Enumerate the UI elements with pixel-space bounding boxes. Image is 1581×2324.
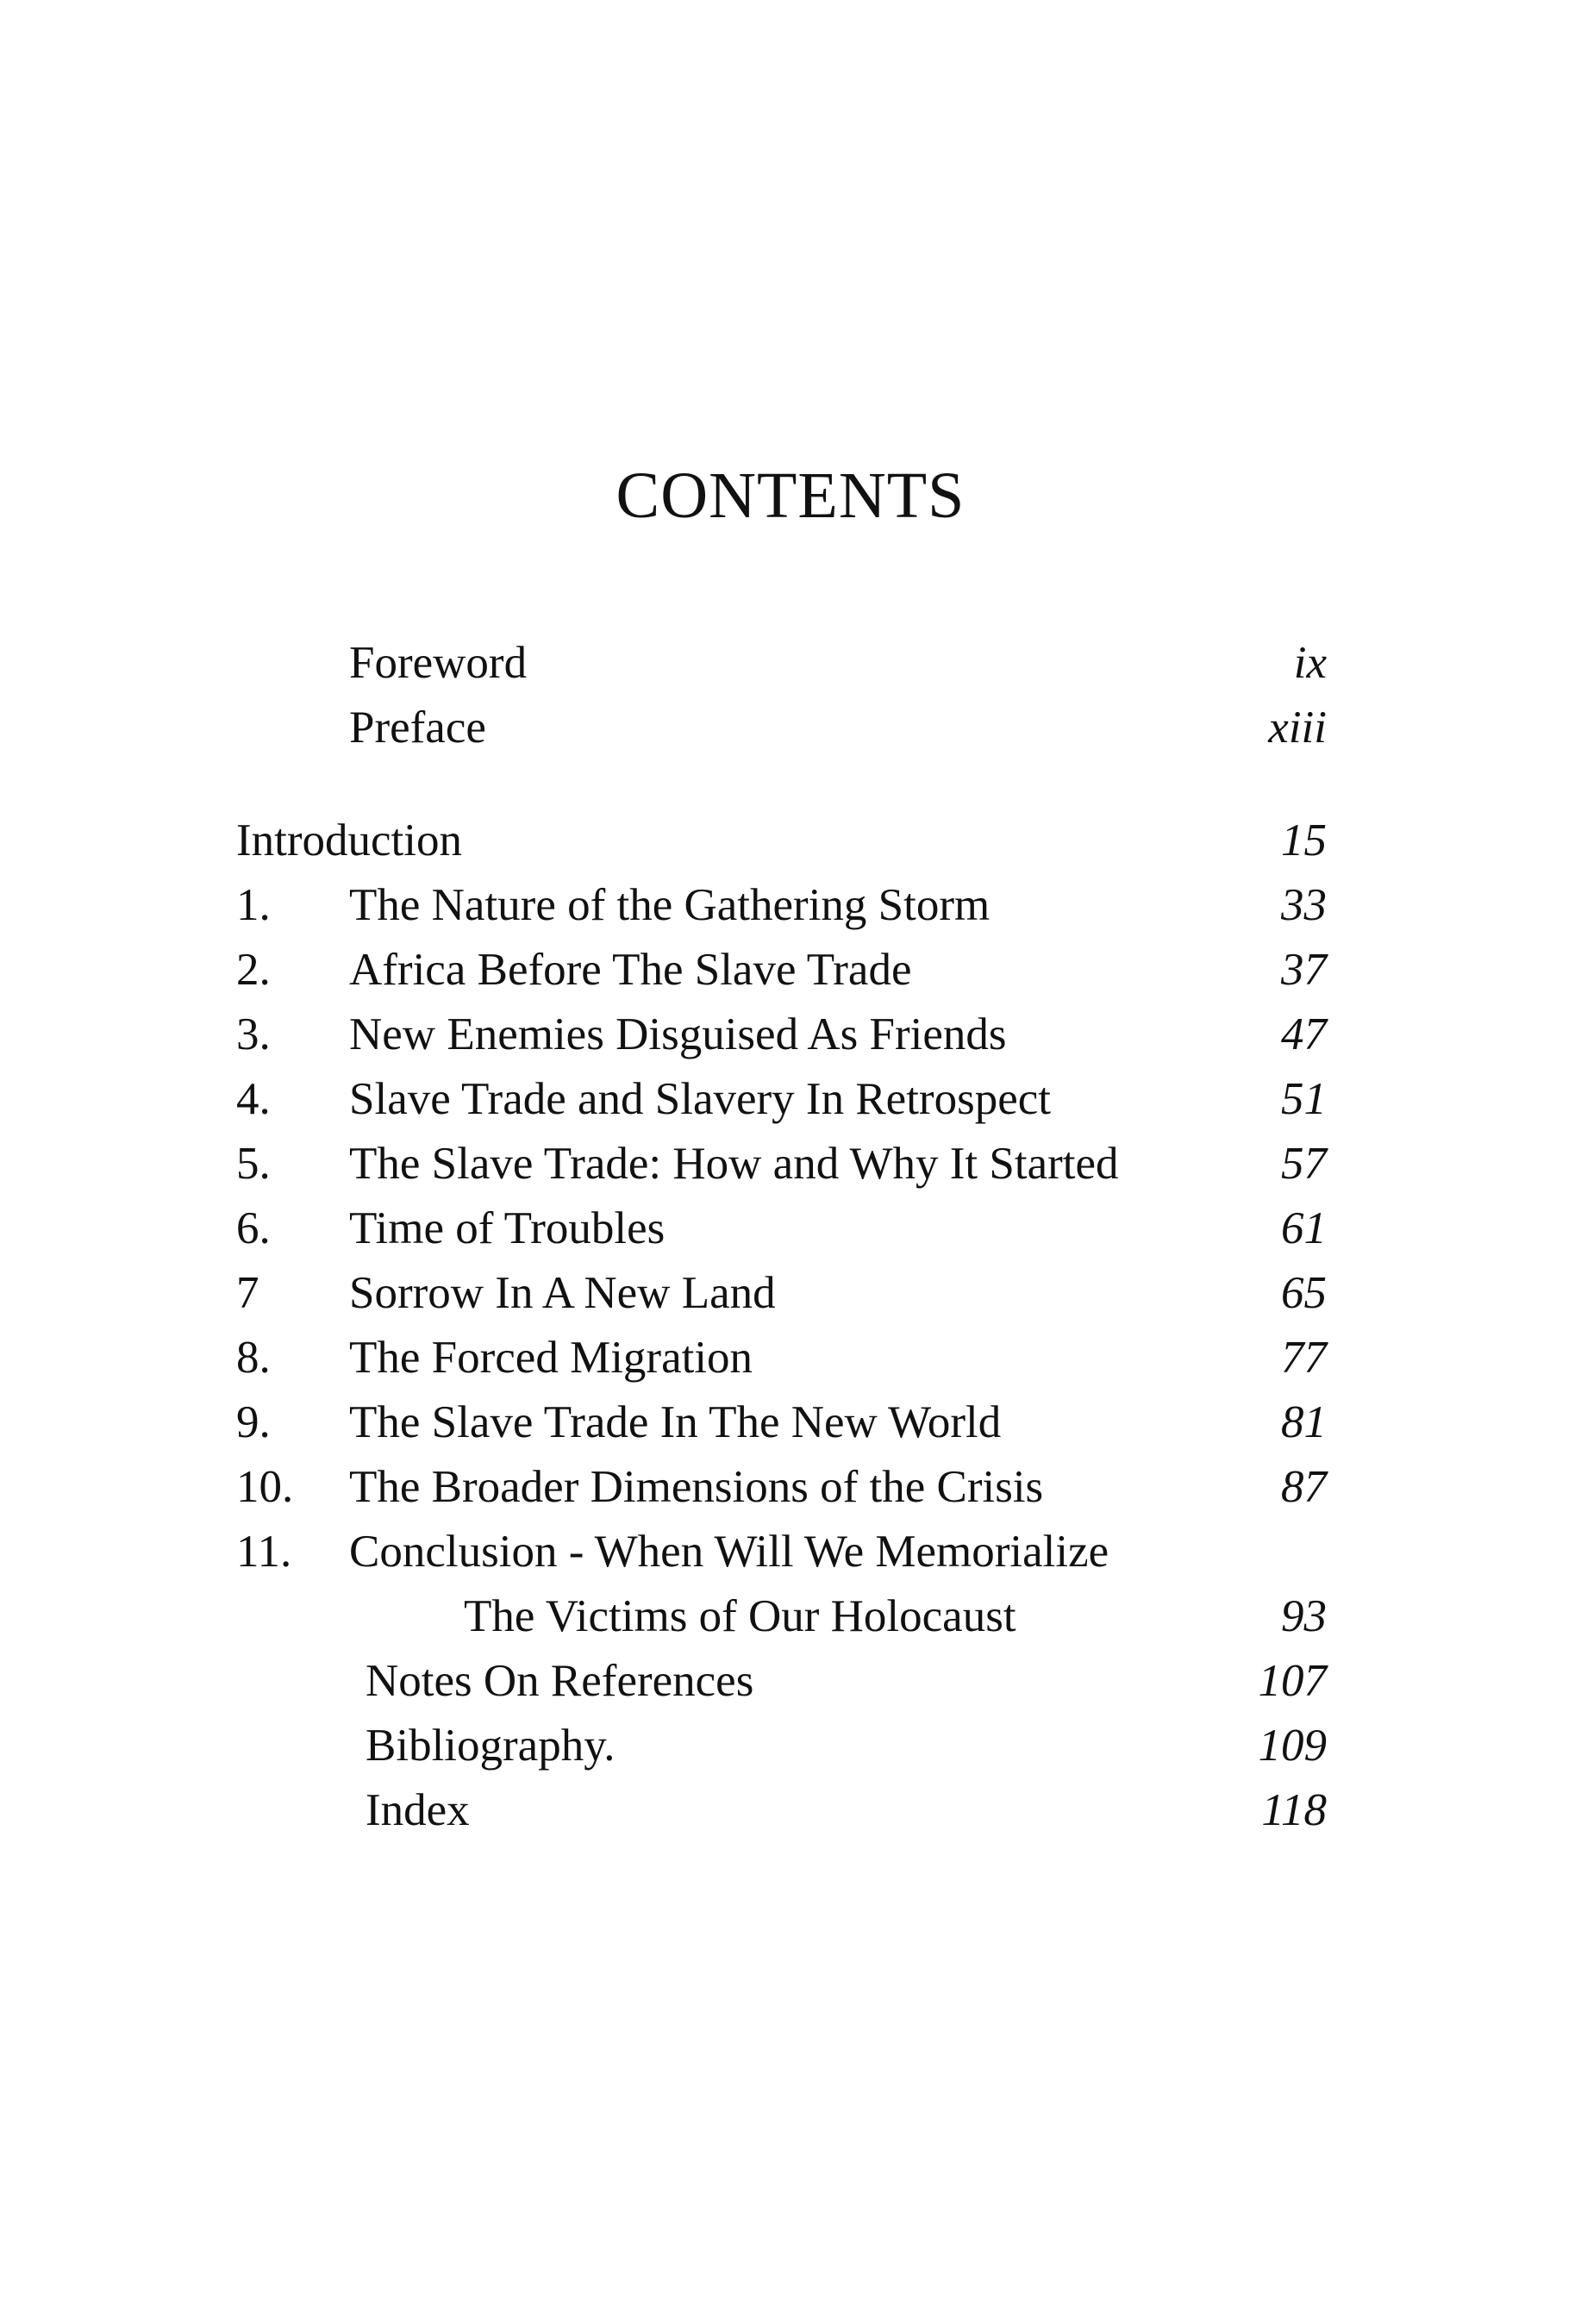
toc-entry-index	[0, 1777, 1581, 1843]
toc-chapter-11	[0, 1519, 1581, 1584]
chapter-number: 9.	[236, 1397, 271, 1447]
chapter-title: New Enemies Disguised As Friends	[349, 1009, 1007, 1059]
toc-entry-page: ix	[1293, 638, 1327, 688]
toc-entry-page: xiii	[1268, 703, 1327, 753]
chapter-page: 87	[1281, 1462, 1327, 1512]
chapter-number: 8.	[236, 1333, 271, 1383]
page-title: CONTENTS	[616, 459, 965, 532]
chapter-number: 5.	[236, 1139, 271, 1189]
chapter-title: The Broader Dimensions of the Crisis	[349, 1462, 1044, 1512]
toc-chapter-5	[0, 1131, 1581, 1196]
toc-entry-notes	[0, 1648, 1581, 1714]
chapter-number: 1.	[236, 880, 271, 930]
chapter-title: The Nature of the Gathering Storm	[349, 880, 990, 930]
toc-chapter-7	[0, 1260, 1581, 1326]
toc-entry-preface	[0, 695, 1581, 760]
chapter-page: 57	[1281, 1139, 1327, 1189]
toc-entry-label: Index	[366, 1785, 470, 1835]
chapter-title: The Slave Trade In The New World	[349, 1397, 1002, 1447]
toc-chapter-8	[0, 1325, 1581, 1390]
chapter-page: 51	[1281, 1074, 1327, 1124]
chapter-number: 10.	[236, 1462, 294, 1512]
toc-entry-label: Foreword	[349, 638, 528, 688]
toc-entry-bibliography	[0, 1713, 1581, 1778]
toc-chapter-10	[0, 1454, 1581, 1520]
chapter-page: 93	[1281, 1591, 1327, 1641]
toc-entry-introduction	[0, 808, 1581, 873]
chapter-page: 65	[1281, 1268, 1327, 1318]
chapter-number: 6.	[236, 1203, 271, 1253]
toc-chapter-4	[0, 1066, 1581, 1132]
chapter-page: 37	[1281, 945, 1327, 995]
chapter-number: 7	[236, 1268, 259, 1318]
toc-entry-foreword	[0, 630, 1581, 696]
chapter-title: The Forced Migration	[349, 1333, 753, 1383]
chapter-number: 4.	[236, 1074, 271, 1124]
toc-entry-label: Notes On References	[366, 1656, 754, 1706]
chapter-title: Time of Troubles	[349, 1203, 666, 1253]
toc-chapter-6	[0, 1196, 1581, 1261]
chapter-page: 77	[1281, 1333, 1327, 1383]
toc-entry-label: Introduction	[236, 815, 462, 865]
toc-entry-label: Preface	[349, 703, 486, 753]
toc-chapter-1	[0, 872, 1581, 938]
chapter-number: 2.	[236, 945, 271, 995]
chapter-number: 11.	[236, 1527, 292, 1577]
chapter-title: Slave Trade and Slavery In Retrospect	[349, 1074, 1051, 1124]
chapter-page: 33	[1281, 880, 1327, 930]
toc-chapter-3	[0, 1002, 1581, 1067]
toc-chapter-11-continuation	[0, 1584, 1581, 1649]
chapter-page: 47	[1281, 1009, 1327, 1059]
chapter-title: The Slave Trade: How and Why It Started	[349, 1139, 1119, 1189]
toc-chapter-2	[0, 937, 1581, 1003]
chapter-title: Sorrow In A New Land	[349, 1268, 776, 1318]
chapter-number: 3.	[236, 1009, 271, 1059]
toc-entry-page: 15	[1281, 815, 1327, 865]
toc-entry-page: 118	[1261, 1785, 1327, 1835]
toc-entry-page: 107	[1258, 1656, 1327, 1706]
toc-entry-label: Bibliography.	[366, 1721, 616, 1771]
chapter-title-continuation: The Victims of Our Holocaust	[464, 1591, 1016, 1641]
chapter-title: Africa Before The Slave Trade	[349, 945, 912, 995]
toc-chapter-9	[0, 1390, 1581, 1455]
chapter-page: 61	[1281, 1203, 1327, 1253]
chapter-page: 81	[1281, 1397, 1327, 1447]
toc-entry-page: 109	[1258, 1721, 1327, 1771]
chapter-title: Conclusion - When Will We Memorialize	[349, 1527, 1109, 1577]
